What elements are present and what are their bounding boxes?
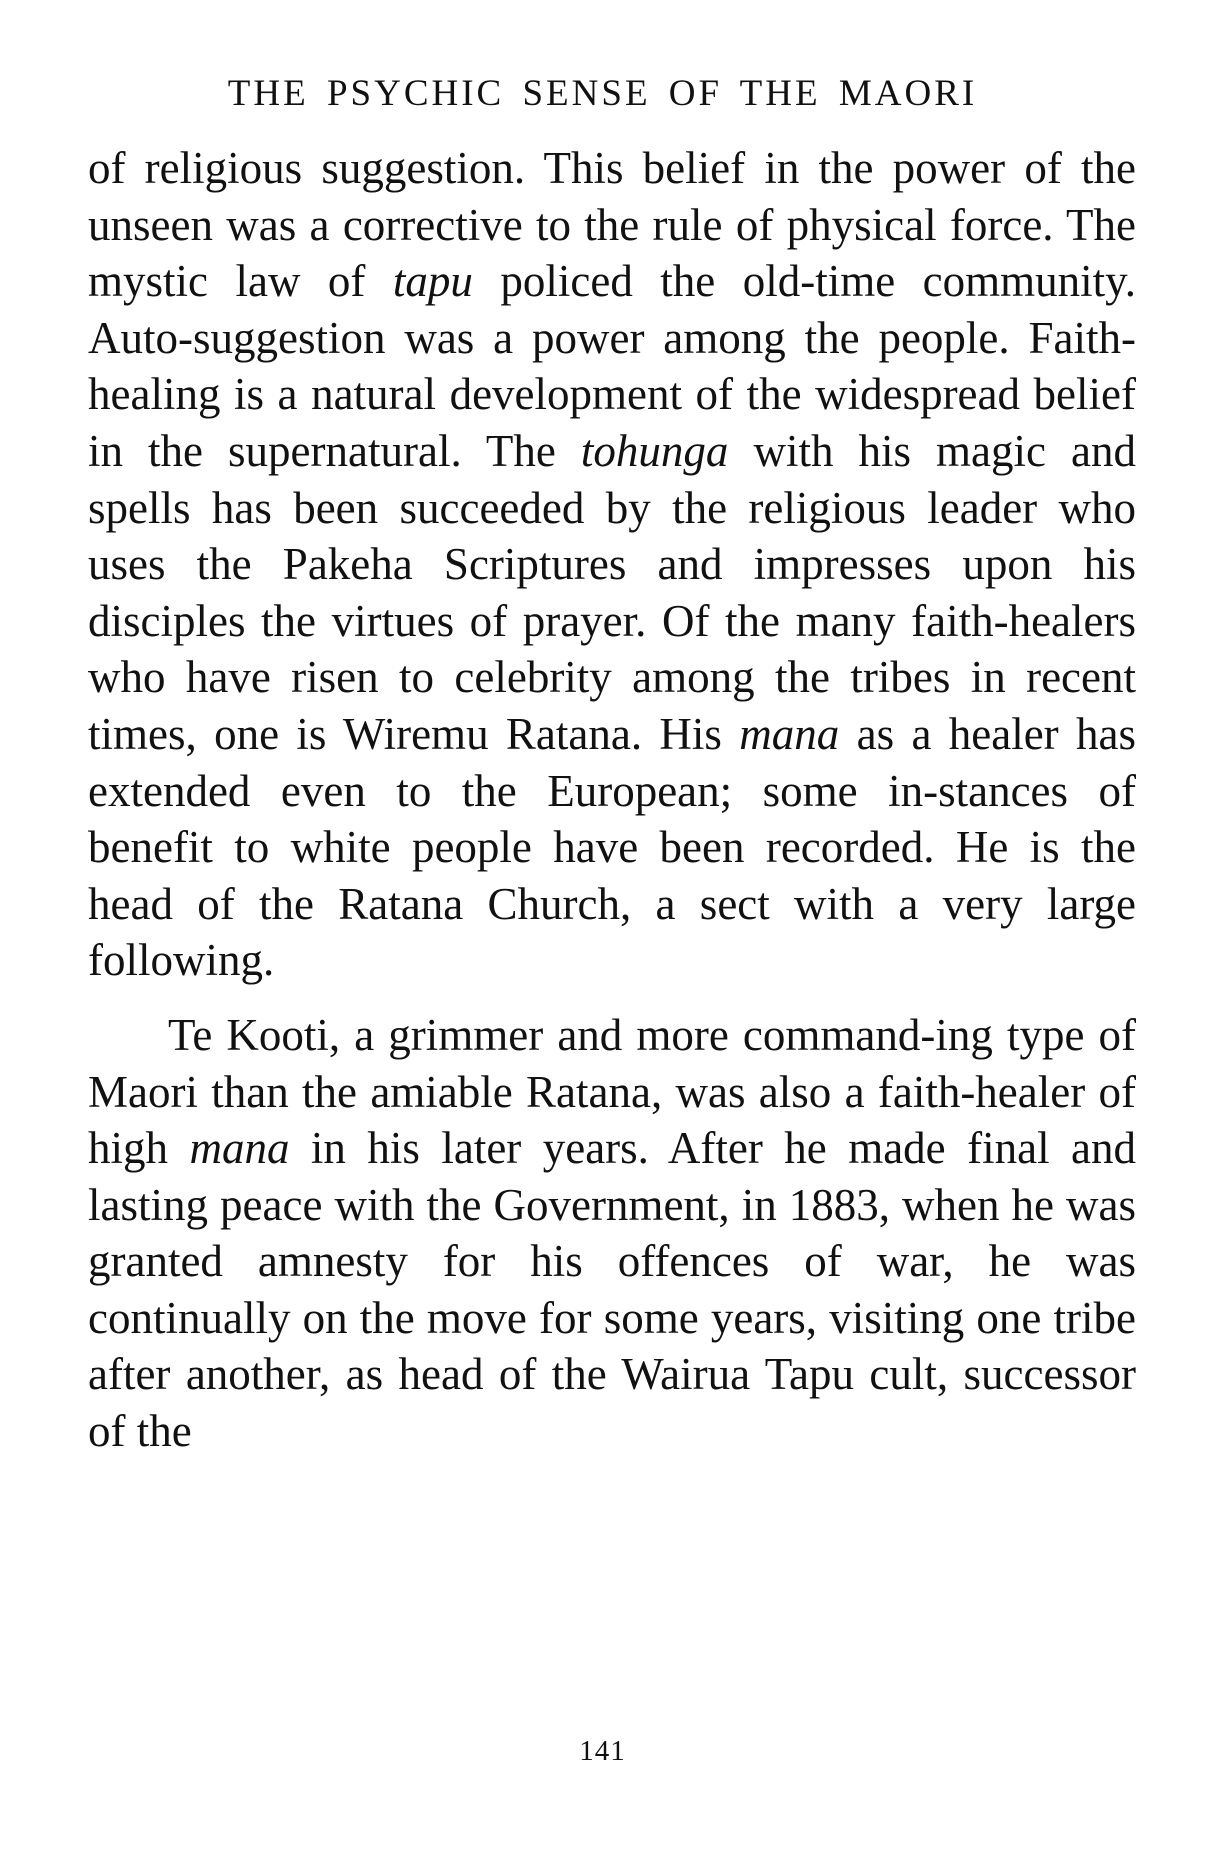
body-text: [88, 140, 1136, 1460]
page-number: 141: [579, 1735, 626, 1767]
text-run: with his magic and spells has been succeeded by the religious leader who uses the Pakeha Scriptures and impresses upon his disciples the virtues of prayer. Of the many faith-healers who have risen to celebrity among the tribes in recent times, one is Wiremu Ratana. His: [88, 425, 1136, 759]
paragraph-2: [88, 1007, 1136, 1460]
running-head: THE PSYCHIC SENSE OF THE MAORI: [227, 73, 978, 114]
text-run: as a healer has extended even to the European; some in-stances of benefit to white people have been recorded. He is the head of the Ratana Church, a sect with a very large following.: [88, 708, 1136, 986]
text-run: Te Kooti, a grimmer and more command-ing type of Maori than the amiable Ratana, was also a faith-healer of high: [88, 1009, 1136, 1174]
italic-term-tohunga: tohunga: [580, 425, 729, 476]
text-run: of religious suggestion. This belief in the power of the unseen was a corrective to the rule of physical force. The mystic law of: [88, 143, 1136, 307]
text-run: policed the old-time community. Auto-suggestion was a power among the people. Faith-healing is a natural development of the widespread belief in the supernatural. The: [88, 256, 1136, 476]
italic-term-tapu: tapu: [392, 256, 473, 307]
text-run: in his later years. After he made final and lasting peace with the Government, in 1883, when he was granted amnesty for his offences of war, he was continually on the move for some years, visiting one tribe after another, as head of the Wairua Tapu cult, successor of the: [88, 1123, 1136, 1457]
paragraph-1: [88, 140, 1136, 989]
italic-term-mana: mana: [739, 708, 840, 759]
italic-term-mana: mana: [189, 1123, 290, 1174]
